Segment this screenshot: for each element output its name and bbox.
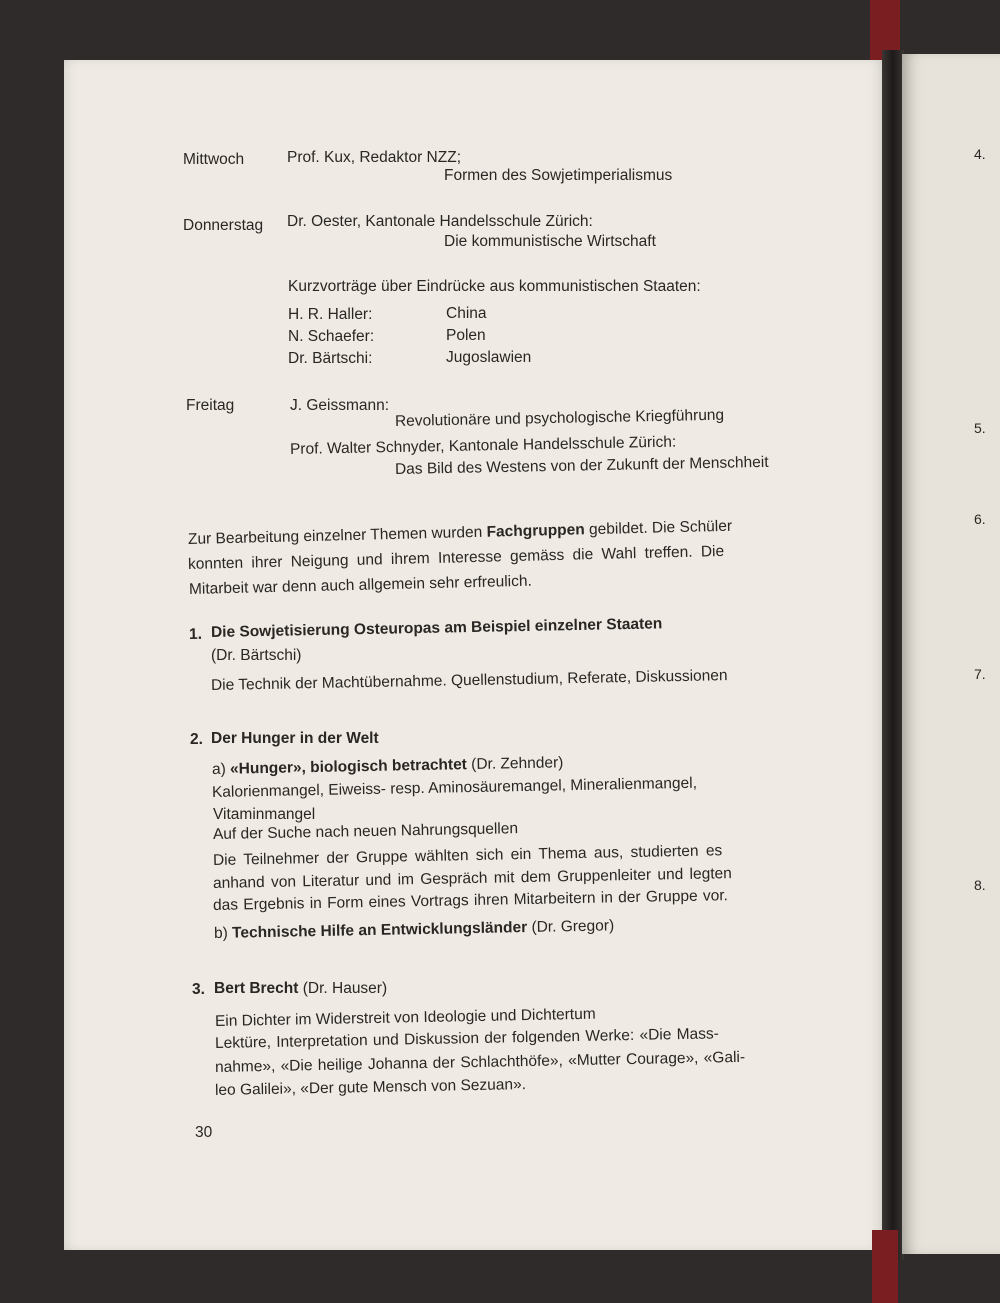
schedule-line: Die kommunistische Wirtschaft xyxy=(444,233,656,250)
facing-margin-number: 5. xyxy=(974,420,986,436)
group-number: 3. xyxy=(192,981,205,998)
facing-margin-number: 8. xyxy=(974,877,986,893)
group-line: nahme», «Die heilige Johanna der Schlachthöfe», «Mutter Courage», «Gali- xyxy=(214,1048,746,1076)
right-facing-page xyxy=(902,54,1000,1254)
subgroup-b: b) Technische Hilfe an Entwicklungsländer (Dr. Gregor) xyxy=(213,917,615,942)
schedule-line: J. Geissmann: xyxy=(290,397,390,414)
talk-speaker: N. Schaefer: xyxy=(288,328,375,345)
bookmark-ribbon-bottom xyxy=(872,1230,898,1303)
schedule-line: Revolutionäre und psychologische Kriegführung xyxy=(394,406,725,430)
talk-speaker: Dr. Bärtschi: xyxy=(288,350,373,367)
subgroup-line: anhand von Literatur und im Gespräch mit dem Gruppenleiter und legten xyxy=(212,865,732,892)
subgroup-line: Auf der Suche nach neuen Nahrungsquellen xyxy=(212,820,519,843)
day-label-freitag: Freitag xyxy=(186,397,235,414)
facing-margin-number: 7. xyxy=(974,666,986,682)
intro-line: konnten ihrer Neigung und ihrem Interesse gemäss die Wahl treffen. Die xyxy=(187,542,725,573)
subgroup-line: Die Teilnehmer der Gruppe wählten sich ein Thema aus, studierten es xyxy=(212,842,723,869)
schedule-line: Prof. Kux, Redaktor NZZ; xyxy=(287,149,461,166)
group-line: leo Galilei», «Der gute Mensch von Sezuan». xyxy=(214,1076,527,1099)
talk-country: Polen xyxy=(446,327,486,344)
group-leader: (Dr. Bärtschi) xyxy=(211,647,302,664)
talk-country: Jugoslawien xyxy=(446,349,532,366)
intro-line: Mitarbeit war denn auch allgemein sehr erfreulich. xyxy=(188,572,532,598)
intro-line: Zur Bearbeitung einzelner Themen wurden Fachgruppen gebildet. Die Schüler xyxy=(187,517,733,548)
book-gutter xyxy=(882,50,904,1260)
group-title: Die Sowjetisierung Osteuropas am Beispiel einzelner Staaten xyxy=(210,615,663,641)
group-line: Lektüre, Interpretation und Diskussion der folgenden Werke: «Die Mass- xyxy=(214,1025,720,1052)
group-number: 2. xyxy=(190,731,203,748)
schedule-line: Das Bild des Westens von der Zukunft der Menschheit xyxy=(394,453,769,478)
group-line: Ein Dichter im Widerstreit von Ideologie und Dichtertum xyxy=(214,1005,596,1030)
schedule-line: Formen des Sowjetimperialismus xyxy=(444,167,673,184)
page-number: 30 xyxy=(195,1124,213,1141)
talk-country: China xyxy=(446,305,487,322)
subgroup-a: a) «Hunger», biologisch betrachtet (Dr. Zehnder) xyxy=(211,754,564,778)
short-talks-intro: Kurzvorträge über Eindrücke aus kommunistischen Staaten: xyxy=(288,278,701,295)
facing-margin-number: 4. xyxy=(974,146,986,162)
day-label-mittwoch: Mittwoch xyxy=(183,151,245,168)
subgroup-line: Vitaminmangel xyxy=(213,806,316,823)
group-description: Die Technik der Machtübernahme. Quellenstudium, Referate, Diskussionen xyxy=(210,667,728,694)
subgroup-line: das Ergebnis in Form eines Vortrags ihren Mitarbeitern in der Gruppe vor. xyxy=(212,887,729,914)
schedule-line: Prof. Walter Schnyder, Kantonale Handelsschule Zürich: xyxy=(289,433,677,458)
day-label-donnerstag: Donnerstag xyxy=(183,217,264,234)
talk-speaker: H. R. Haller: xyxy=(288,306,373,323)
facing-margin-number: 6. xyxy=(974,511,986,527)
subgroup-line: Kalorienmangel, Eiweiss- resp. Aminosäuremangel, Mineralienmangel, xyxy=(211,774,698,801)
group-title-line: Bert Brecht (Dr. Hauser) xyxy=(214,980,388,997)
group-title: Der Hunger in der Welt xyxy=(211,730,379,747)
schedule-line: Dr. Oester, Kantonale Handelsschule Zürich: xyxy=(287,213,593,230)
group-number: 1. xyxy=(188,625,203,643)
